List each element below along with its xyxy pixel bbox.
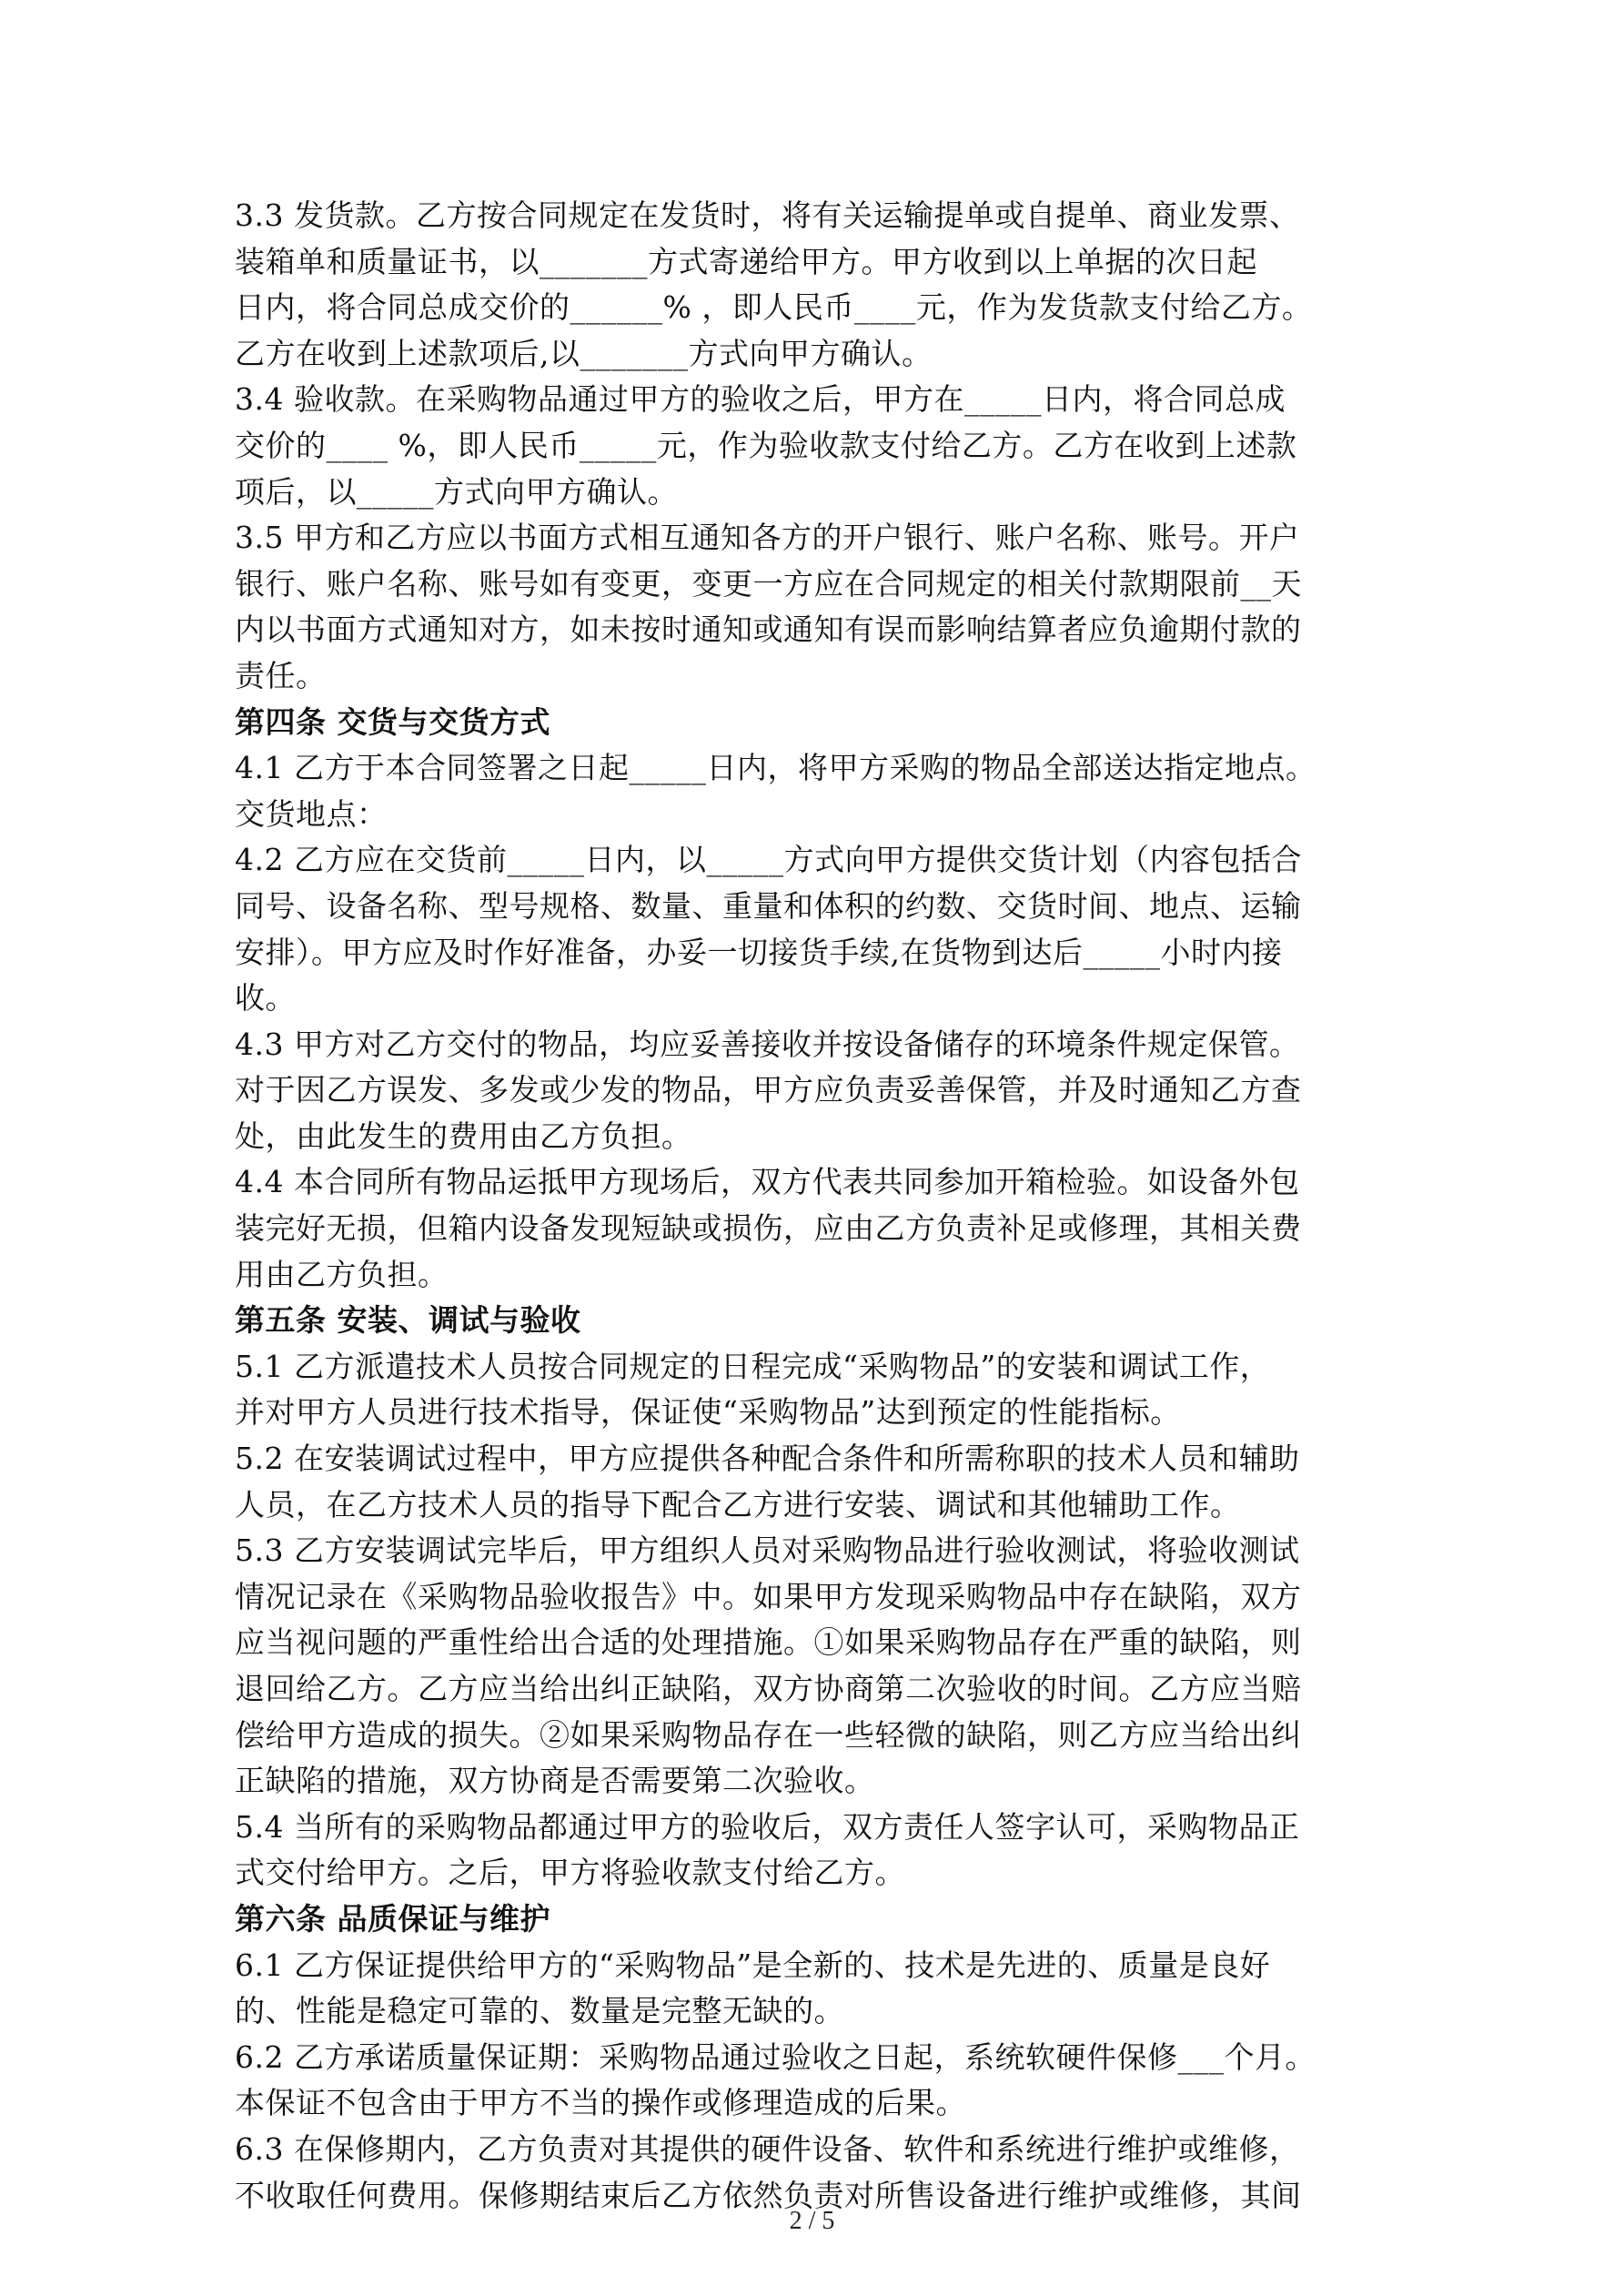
text-line: 6.2 乙方承诺质量保证期：采购物品通过验收之日起，系统软硬件保修___个月。	[235, 2038, 1316, 2075]
text-line: 本保证不包含由于甲方不当的操作或修理造成的后果。	[235, 2085, 966, 2121]
text-line: 处，由此发生的费用由乙方负担。	[235, 1118, 692, 1154]
text-line: 安排）。甲方应及时作好准备，办妥一切接货手续,在货物到达后_____小时内接	[235, 934, 1283, 970]
text-line: 收。	[235, 980, 296, 1017]
text-line: 4.4 本合同所有物品运抵甲方现场后，双方代表共同参加开箱检验。如设备外包	[235, 1164, 1300, 1200]
text-line: 3.3 发货款。乙方按合同规定在发货时，将有关运输提单或自提单、商业发票、	[235, 197, 1300, 233]
section-heading: 第五条 安装、调试与验收	[235, 1302, 581, 1339]
section-heading: 第六条 品质保证与维护	[235, 1900, 550, 1937]
text-line: 内以书面方式通知对方，如未按时通知或通知有误而影响结算者应负逾期付款的	[235, 612, 1302, 648]
text-line: 用由乙方负担。	[235, 1256, 449, 1292]
text-line: 装箱单和质量证书，以_______方式寄递给甲方。甲方收到以上单据的次日起	[235, 243, 1257, 279]
text-line: 应当视问题的严重性给出合适的处理措施。①如果采购物品存在严重的缺陷，则	[235, 1624, 1302, 1661]
text-line: 同号、设备名称、型号规格、数量、重量和体积的约数、交货时间、地点、运输	[235, 887, 1302, 924]
text-line: 式交付给甲方。之后，甲方将验收款支付给乙方。	[235, 1855, 905, 1891]
page-number: 2 / 5	[789, 2207, 835, 2235]
text-line: 6.3 在保修期内，乙方负责对其提供的硬件设备、软件和系统进行维护或维修，	[235, 2130, 1300, 2167]
text-line: 银行、账户名称、账号如有变更，变更一方应在合同规定的相关付款期限前__天	[235, 565, 1302, 602]
text-line: 的、性能是稳定可靠的、数量是完整无缺的。	[235, 1993, 844, 2029]
text-line: 日内，将合同总成交价的______% ，即人民币____元，作为发货款支付给乙方。	[235, 289, 1313, 326]
text-line: 情况记录在《采购物品验收报告》中。如果甲方发现采购物品中存在缺陷，双方	[235, 1578, 1302, 1614]
text-line: 不收取任何费用。保修期结束后乙方依然负责对所售设备进行维护或维修，其间	[235, 2177, 1302, 2213]
text-line: 退回给乙方。乙方应当给出纠正缺陷，双方协商第二次验收的时间。乙方应当赔	[235, 1671, 1302, 1706]
text-line: 4.1 乙方于本合同签署之日起_____日内，将甲方采购的物品全部送达指定地点。	[235, 750, 1316, 786]
text-line: 交价的____ %，即人民币_____元，作为验收款支付给乙方。乙方在收到上述款	[235, 427, 1297, 463]
text-line: 3.5 甲方和乙方应以书面方式相互通知各方的开户银行、账户名称、账号。开户	[235, 520, 1300, 556]
text-line: 4.2 乙方应在交货前_____日内，以_____方式向甲方提供交货计划（内容包括合	[235, 842, 1302, 878]
text-line: 责任。	[235, 657, 327, 693]
text-line: 正缺陷的措施，双方协商是否需要第二次验收。	[235, 1763, 875, 1799]
text-line: 6.1 乙方保证提供给甲方的“采购物品”是全新的、技术是先进的、质量是良好	[235, 1947, 1271, 1983]
text-line: 人员，在乙方技术人员的指导下配合乙方进行安装、调试和其他辅助工作。	[235, 1486, 1241, 1522]
text-line: 交货地点：	[235, 795, 388, 832]
text-line: 乙方在收到上述款项后,以_______方式向甲方确认。	[235, 335, 933, 371]
text-line: 5.3 乙方安装调试完毕后，甲方组织人员对采购物品进行验收测试，将验收测试	[235, 1532, 1300, 1569]
text-line: 偿给甲方造成的损失。②如果采购物品存在一些轻微的缺陷，则乙方应当给出纠	[235, 1716, 1302, 1753]
text-line: 5.1 乙方派遣技术人员按合同规定的日程完成“采购物品”的安装和调试工作，	[235, 1348, 1271, 1384]
text-line: 对于因乙方误发、多发或少发的物品，甲方应负责妥善保管，并及时通知乙方查	[235, 1072, 1302, 1108]
text-line: 5.2 在安装调试过程中，甲方应提供各种配合条件和所需称职的技术人员和辅助	[235, 1441, 1300, 1477]
text-line: 并对甲方人员进行技术指导，保证使“采购物品”达到预定的性能指标。	[235, 1394, 1181, 1431]
text-line: 5.4 当所有的采购物品都通过甲方的验收后，双方责任人签字认可，采购物品正	[235, 1808, 1300, 1845]
text-line: 项后，以_____方式向甲方确认。	[235, 473, 678, 510]
text-line: 4.3 甲方对乙方交付的物品，均应妥善接收并按设备储存的环境条件规定保管。	[235, 1026, 1300, 1062]
section-heading: 第四条 交货与交货方式	[235, 703, 550, 740]
text-line: 装完好无损，但箱内设备发现短缺或损伤，应由乙方负责补足或修理，其相关费	[235, 1210, 1302, 1247]
document-page	[235, 193, 1408, 2219]
text-line: 3.4 验收款。在采购物品通过甲方的验收之后，甲方在_____日内，将合同总成	[235, 381, 1286, 418]
